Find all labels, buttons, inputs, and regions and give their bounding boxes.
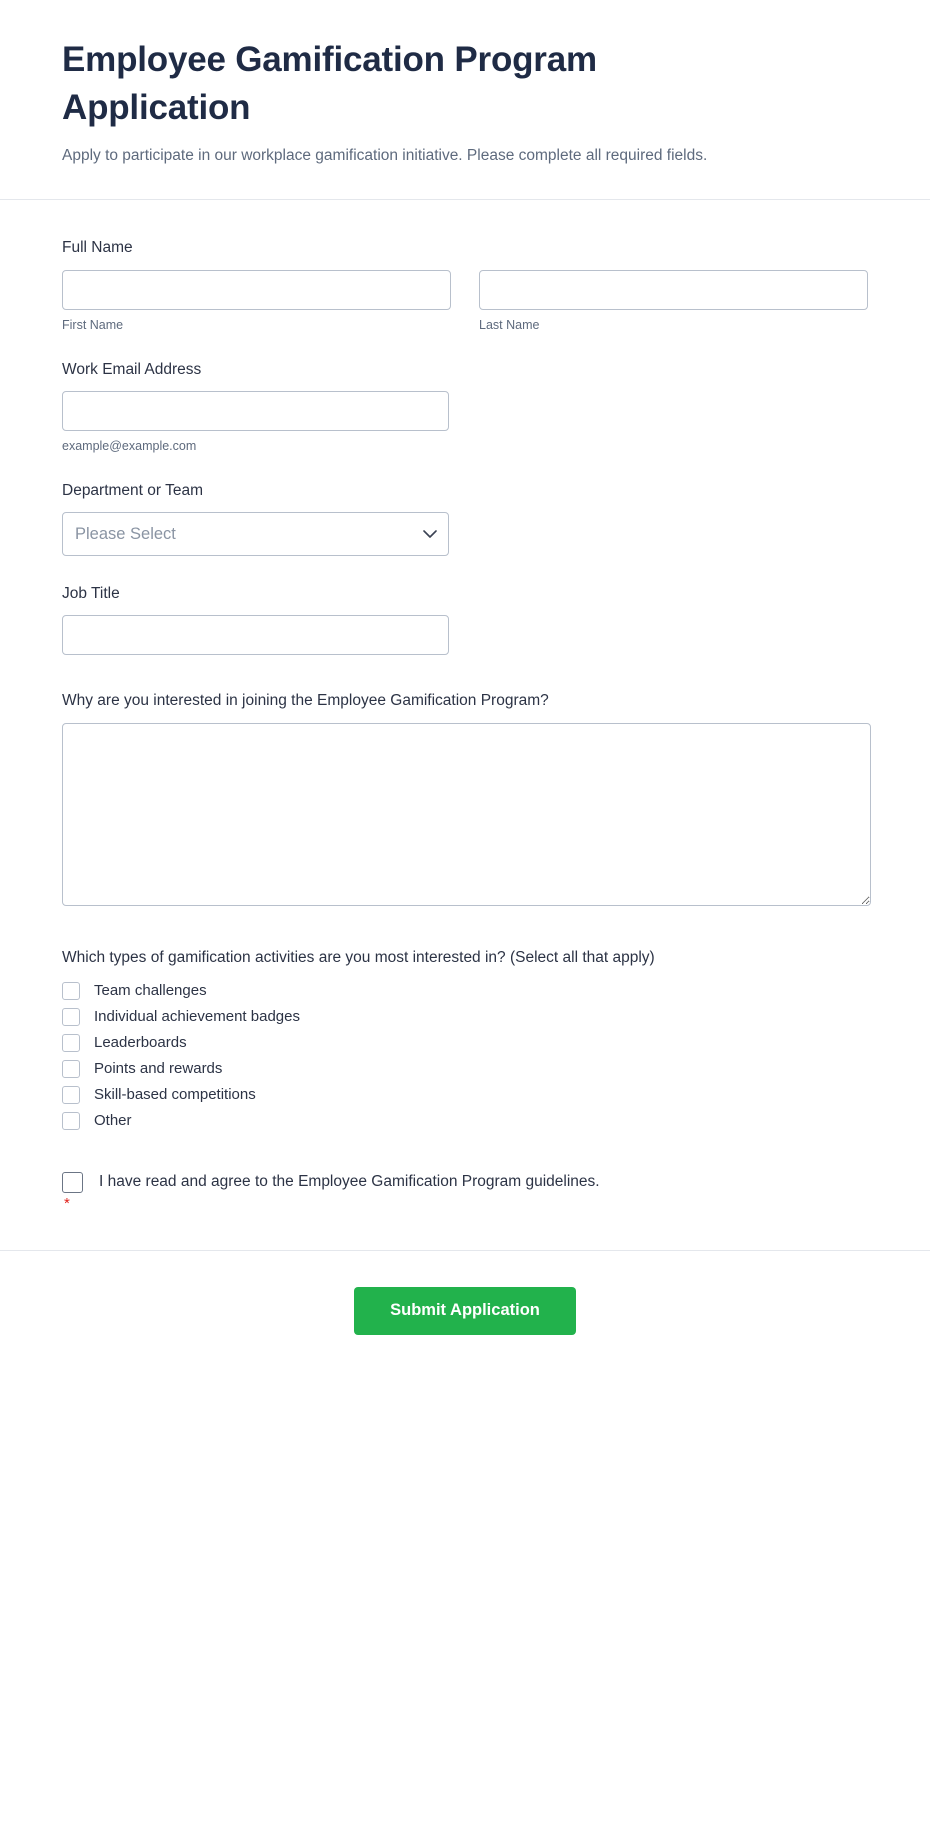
consent-label: I have read and agree to the Employee Gamification Program guidelines. <box>99 1173 600 1191</box>
job-title-label: Job Title <box>62 585 120 602</box>
last-name-input[interactable] <box>479 270 868 310</box>
page-subtitle: Apply to participate in our workplace gamification initiative. Please complete all required fields. <box>62 146 708 164</box>
field-activities <box>62 946 868 1130</box>
motivation-label: Why are you interested in joining the Employee Gamification Program? <box>62 692 549 710</box>
full-name-label: Full Name <box>62 239 133 257</box>
checkbox-label: Individual achievement badges <box>94 1008 300 1026</box>
field-consent <box>62 1172 868 1212</box>
job-title-input[interactable] <box>62 615 449 655</box>
checkbox-other[interactable] <box>62 1112 80 1130</box>
checkbox-row-points-rewards[interactable] <box>62 1060 868 1078</box>
last-name-sublabel: Last Name <box>479 317 540 332</box>
checkbox-row-skill-competitions[interactable] <box>62 1086 868 1104</box>
checkbox-label: Leaderboards <box>94 1034 187 1052</box>
field-full-name <box>62 236 868 331</box>
field-department <box>62 479 868 556</box>
submit-button[interactable]: Submit Application <box>354 1287 576 1335</box>
field-motivation <box>62 689 868 905</box>
department-select-wrap <box>62 512 449 556</box>
checkbox-label: Points and rewards <box>94 1060 223 1078</box>
checkbox-consent[interactable] <box>62 1172 83 1193</box>
checkbox-row-team-challenges[interactable] <box>62 982 868 1000</box>
checkbox-achievement-badges[interactable] <box>62 1008 80 1026</box>
first-name-column <box>62 270 451 332</box>
form-body <box>0 200 930 1249</box>
form-header <box>0 0 930 200</box>
checkbox-skill-competitions[interactable] <box>62 1086 80 1104</box>
required-marker: * <box>64 1194 70 1212</box>
consent-row[interactable] <box>62 1172 868 1193</box>
form-footer <box>0 1250 930 1379</box>
first-name-input[interactable] <box>62 270 451 310</box>
full-name-row <box>62 270 868 332</box>
field-work-email <box>62 358 868 453</box>
checkbox-row-leaderboards[interactable] <box>62 1034 868 1052</box>
checkbox-label: Team challenges <box>94 982 207 1000</box>
work-email-sublabel: example@example.com <box>62 438 197 453</box>
first-name-sublabel: First Name <box>62 317 124 332</box>
checkbox-team-challenges[interactable] <box>62 982 80 1000</box>
checkbox-leaderboards[interactable] <box>62 1034 80 1052</box>
department-select[interactable] <box>62 512 449 556</box>
department-label: Department or Team <box>62 481 203 499</box>
checkbox-label: Other <box>94 1112 132 1130</box>
checkbox-row-achievement-badges[interactable] <box>62 1008 868 1026</box>
activities-label: Which types of gamification activities are you most interested in? (Select all that apply) <box>62 948 655 966</box>
field-job-title <box>62 582 868 655</box>
checkbox-points-rewards[interactable] <box>62 1060 80 1078</box>
checkbox-label: Skill-based competitions <box>94 1086 256 1104</box>
motivation-textarea[interactable] <box>62 723 871 906</box>
page-title: Employee Gamification Program Application <box>62 40 597 128</box>
checkbox-row-other[interactable] <box>62 1112 868 1130</box>
work-email-input[interactable] <box>62 391 449 431</box>
last-name-column <box>479 270 868 332</box>
work-email-label: Work Email Address <box>62 360 202 378</box>
